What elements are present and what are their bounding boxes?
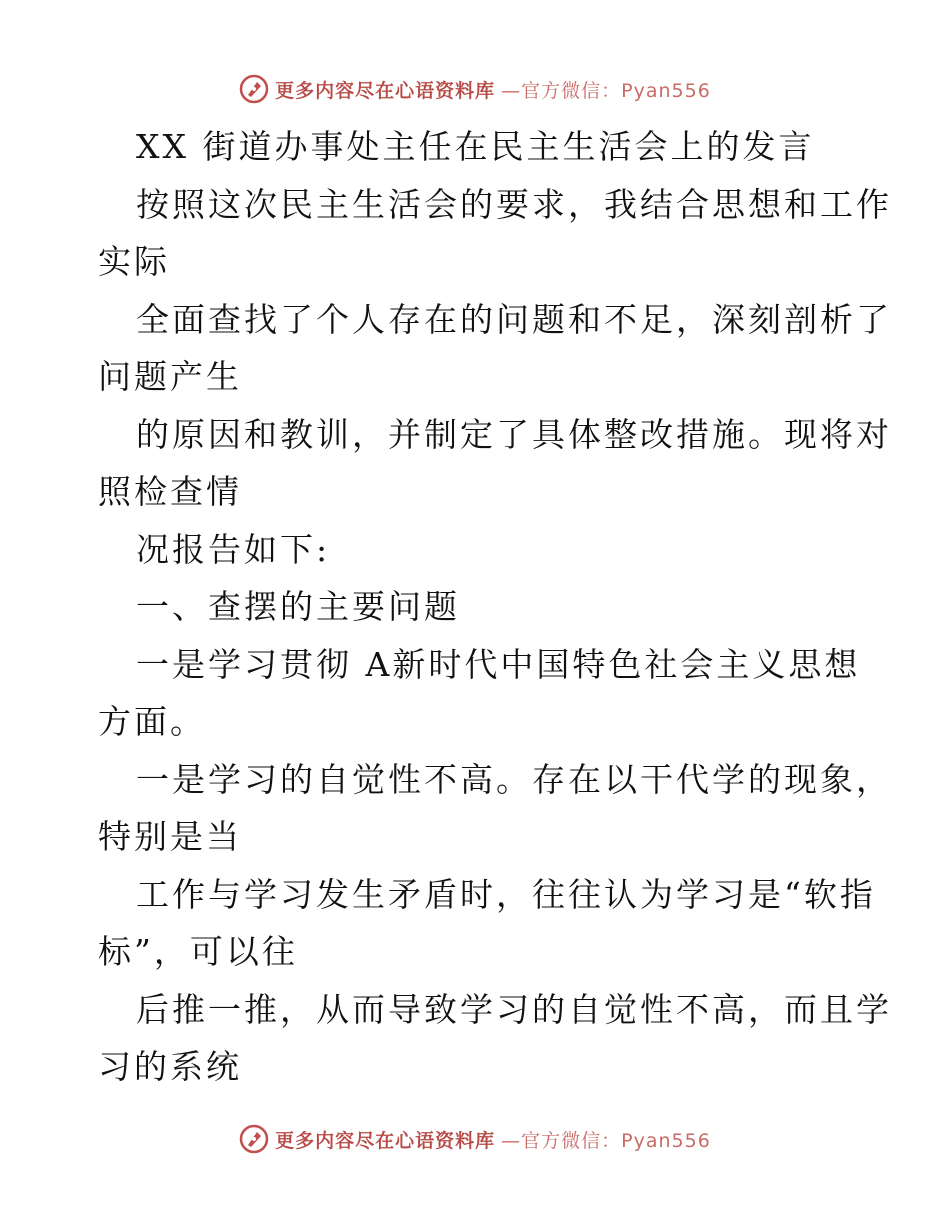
header-watermark	[0, 74, 950, 104]
document-line: 工作与学习发生矛盾时，往往认为学习是“软指	[136, 874, 876, 914]
watermark-contact-text: —官方微信：Pyan556	[501, 79, 711, 102]
document-line: 特别是当	[98, 817, 242, 856]
document-line: 一是学习贯彻 A新时代中国特色社会主义思想	[136, 644, 861, 684]
document-body	[98, 118, 892, 1096]
watermark-contact-text: —官方微信：Pyan556	[501, 1129, 711, 1152]
footer-watermark	[0, 1124, 950, 1154]
document-line: 的原因和教训，并制定了具体整改措施。现将对	[136, 414, 892, 454]
document-line: 照检查情	[98, 472, 242, 511]
document-line: 习的系统	[98, 1047, 242, 1086]
pen-nib-circle-icon	[239, 74, 269, 104]
document-line: 标”，可以往	[98, 932, 298, 971]
document-line: 按照这次民主生活会的要求，我结合思想和工作	[136, 184, 892, 224]
document-line: 问题产生	[98, 357, 242, 396]
document-line: 一是学习的自觉性不高。存在以干代学的现象，	[136, 759, 892, 799]
document-line: 方面。	[98, 702, 206, 741]
watermark-site-text: 更多内容尽在心语资料库	[275, 1129, 496, 1152]
pen-nib-circle-icon	[239, 1124, 269, 1154]
watermark-site-text: 更多内容尽在心语资料库	[275, 79, 496, 102]
document-line: 实际	[98, 242, 170, 281]
document-line: XX 街道办事处主任在民主生活会上的发言	[136, 127, 815, 166]
document-line: 全面查找了个人存在的问题和不足，深刻剖析了	[136, 299, 892, 339]
document-line: 一、查摆的主要问题	[136, 587, 460, 626]
document-line: 况报告如下:	[136, 529, 331, 569]
document-line: 后推一推，从而导致学习的自觉性不高，而且学	[136, 989, 892, 1029]
